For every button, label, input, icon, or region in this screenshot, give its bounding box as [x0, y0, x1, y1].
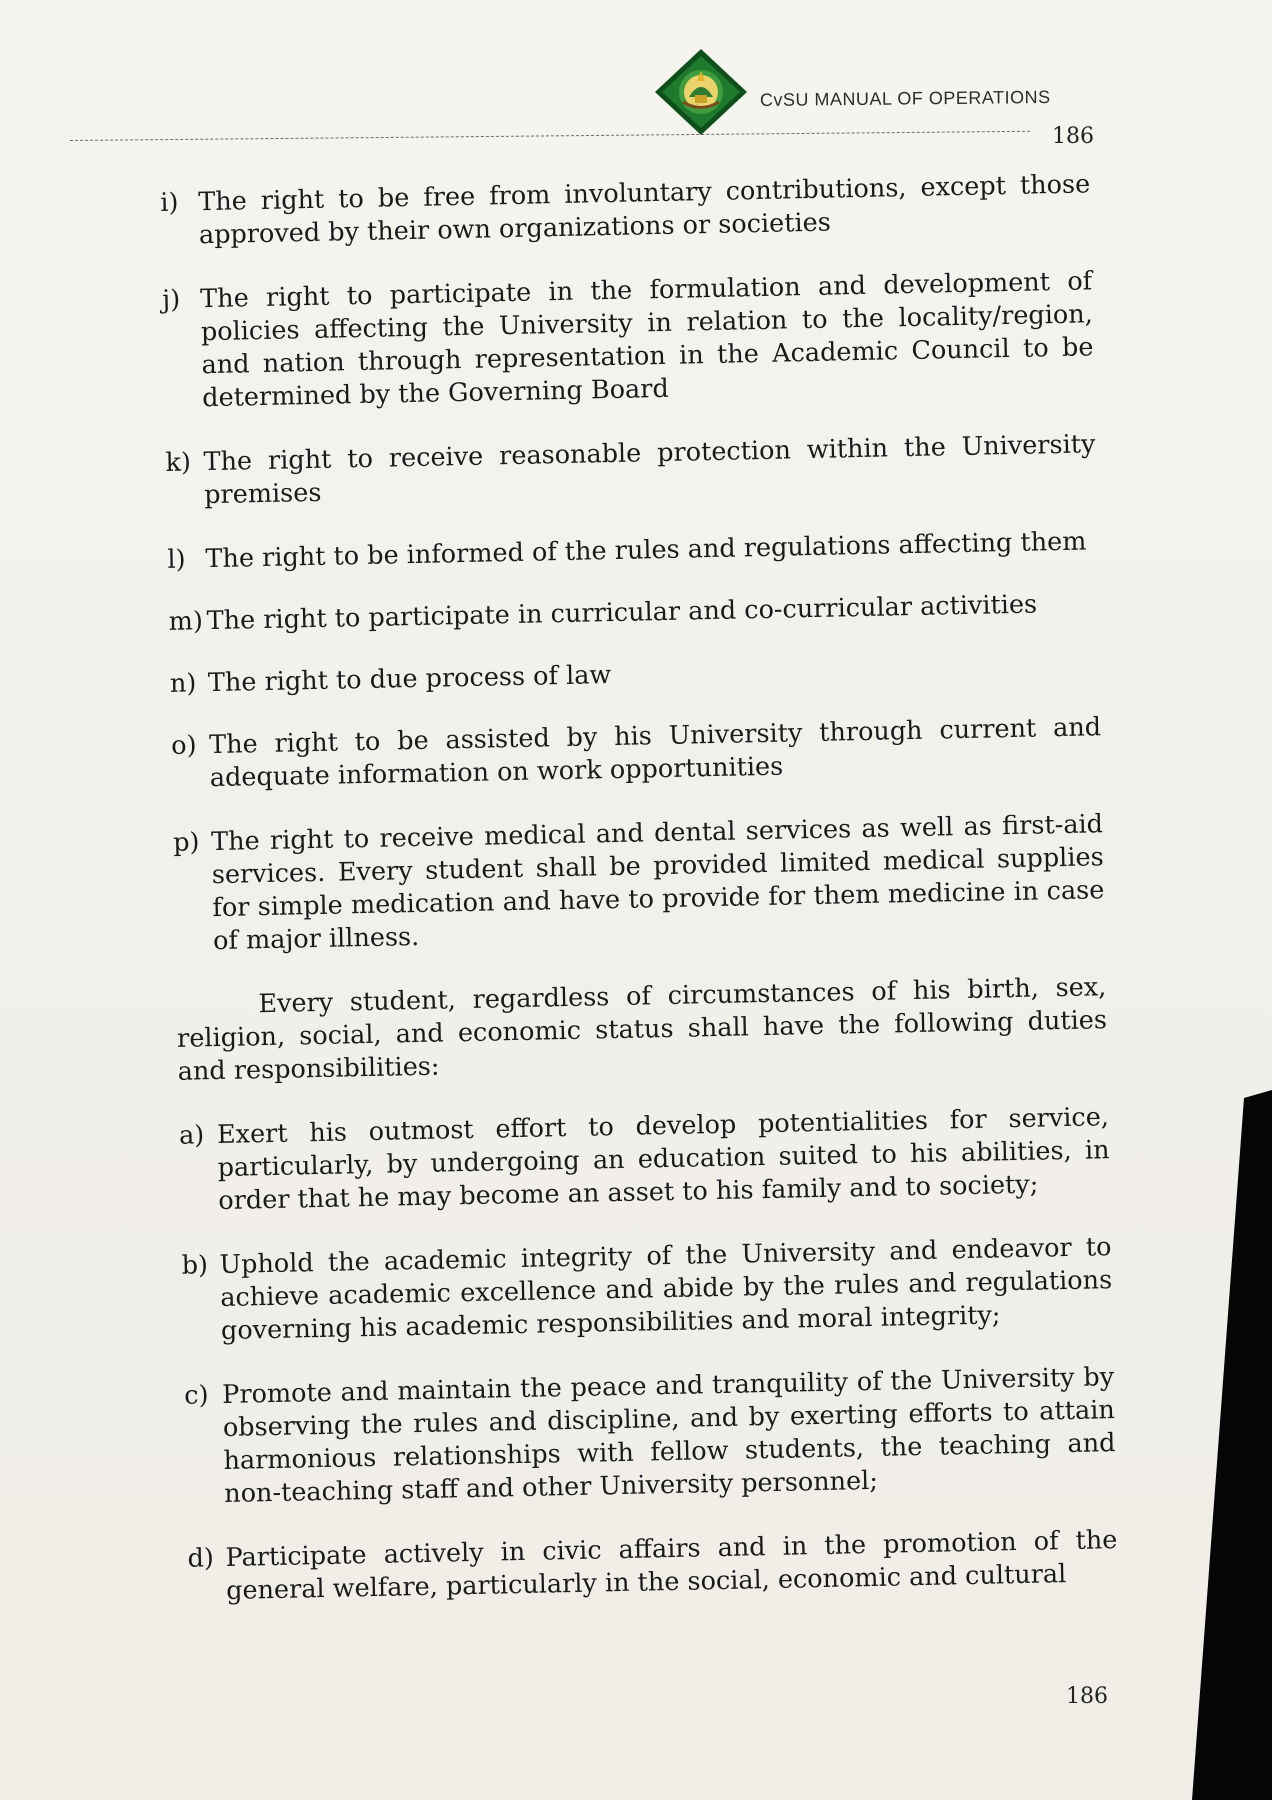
list-item-text: The right to be informed of the rules and regulations affecting them [205, 526, 1087, 575]
list-marker: j) [161, 284, 181, 315]
footer-page-number: 186 [1066, 1684, 1108, 1709]
duties-item [181, 1231, 1113, 1349]
list-item-text: The right to participate in curricular and co-curricular activities [206, 589, 1038, 637]
list-marker: m) [168, 606, 204, 637]
list-marker: o) [170, 730, 197, 761]
list-item-text: The right to due process of law [207, 660, 612, 699]
list-item-text: The right to be free from involuntary contributions, except those approved by their own organizations or societies [198, 169, 1091, 251]
list-item-text: The right to receive reasonable protection within the University premises [203, 429, 1096, 511]
list-item-text: Uphold the academic integrity of the University and endeavor to achieve academic excellence and abide by the rules and regulations governing his academic responsibilities and moral integrity; [219, 1232, 1113, 1347]
duties-item [179, 1101, 1111, 1219]
header-divider [70, 131, 1030, 141]
rights-item [167, 525, 1097, 577]
list-marker: p) [172, 827, 200, 858]
list-marker: k) [165, 447, 192, 478]
rights-item [171, 711, 1102, 796]
rights-item [173, 808, 1105, 959]
duties-intro-paragraph: Every student, regardless of circumstances of his birth, sex, religion, social, and economic status shall have the following duties and responsibilities: [176, 972, 1108, 1087]
cvsu-seal-logo [653, 47, 749, 137]
list-marker: a) [178, 1120, 205, 1151]
list-item-text: The right to receive medical and dental services as well as first-aid services. Every student shall be provided limited medical supplies for simple medication and have to provide for them medicine in case of major illness. [210, 809, 1105, 957]
list-marker: l) [167, 544, 186, 575]
rights-item [168, 587, 1098, 639]
rights-item [160, 168, 1091, 253]
list-marker: i) [160, 187, 179, 218]
rights-item [162, 265, 1094, 416]
duties-list [179, 1101, 1119, 1609]
list-item-text: Promote and maintain the peace and tranquility of the University by observing the rules and discipline, and by exerting efforts to attain harmonious relationships with fellow students, the teaching and non-teaching staff and other University personnel; [221, 1362, 1116, 1509]
header-title: CvSU MANUAL OF OPERATIONS [759, 86, 1051, 110]
document-body [160, 168, 1119, 1639]
duties-item [184, 1361, 1116, 1512]
rights-item [170, 649, 1100, 701]
rights-item [165, 428, 1096, 513]
list-item-text: The right to participate in the formulation and development of policies affecting the University in relation to the locality/region, and nation through representation in the Academic Council to be determined by the Governing Board [199, 266, 1094, 414]
list-marker: d) [187, 1543, 215, 1574]
list-item-text: Participate actively in civic affairs and in the promotion of the general welfare, particularly in the social, economic and cultural [225, 1525, 1118, 1606]
list-item-text: The right to be assisted by his University through current and adequate information on work opportunities [208, 712, 1102, 794]
list-marker: c) [183, 1380, 209, 1411]
list-marker: b) [181, 1250, 209, 1281]
list-item-text: Exert his outmost effort to develop potentialities for service, particularly, by undergoing an education suited to his abilities, in order that he may become an asset to his family and to society; [216, 1102, 1110, 1217]
duties-item [187, 1524, 1118, 1609]
list-marker: n) [169, 668, 197, 699]
header-page-number: 186 [1052, 124, 1094, 149]
